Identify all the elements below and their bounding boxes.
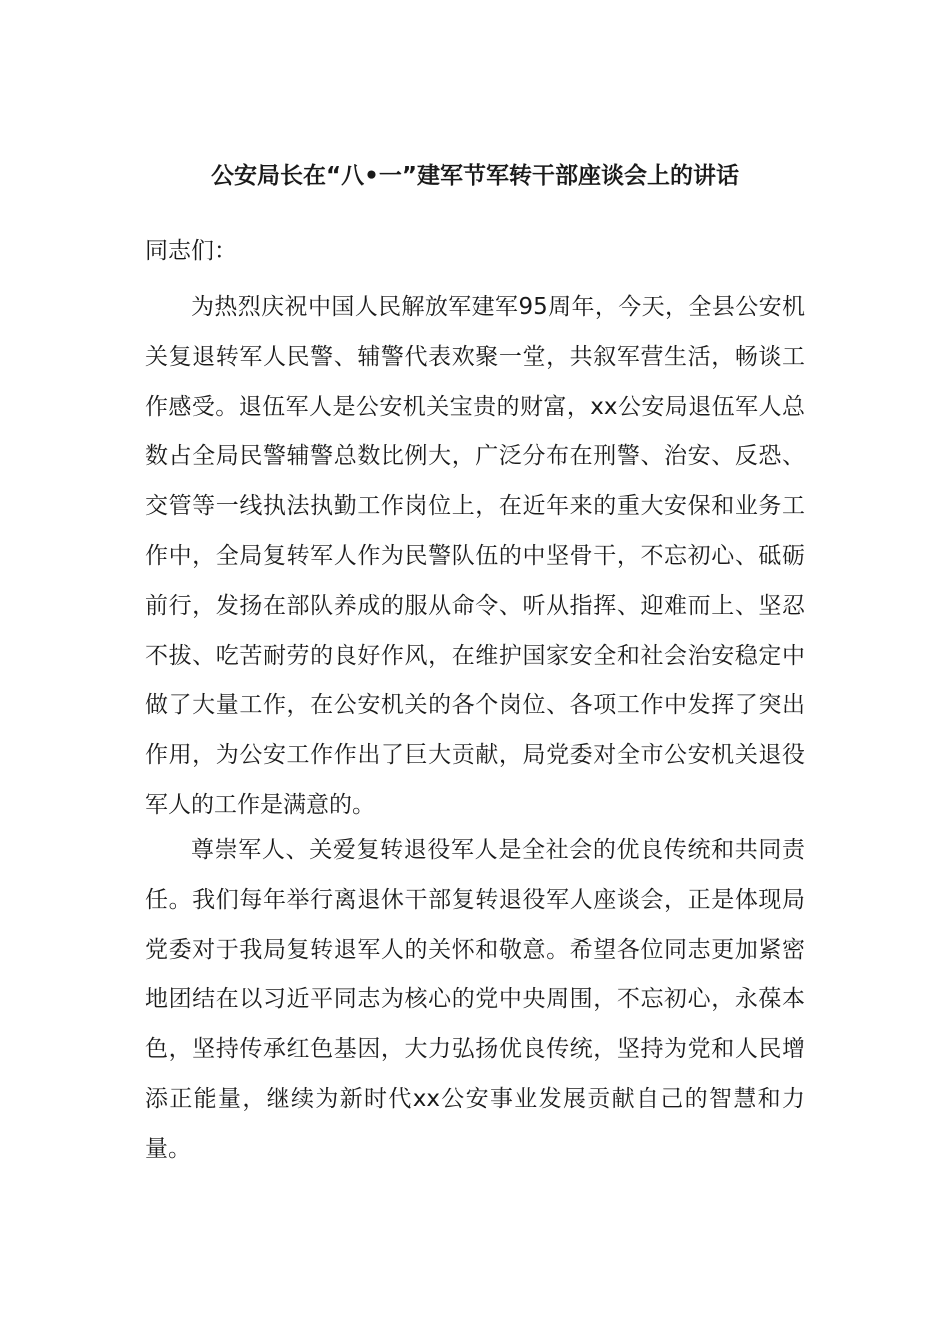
document-title: 公安局长在“八•一”建军节军转干部座谈会上的讲话 xyxy=(211,163,739,189)
body-paragraph-2: 尊崇军人、关爱复转退役军人是全社会的优良传统和共同责任。我们每年举行离退休干部复转退役军人座谈会，正是体现局党委对于我局复转退军人的关怀和敬意。希望各位同志更加紧密地团结在以习近平同志为核心的党中央周围，不忘初心，永葆本色，坚持传承红色基因，大力弘扬优良传统，坚持为党和人民增添正能量，继续为新时代xx公安事业发展贡献自己的智慧和力量。 xyxy=(145,837,805,1162)
body-paragraph-1: 为热烈庆祝中国人民解放军建军95周年，今天，全县公安机关复退转军人民警、辅警代表欢聚一堂，共叙军营生活，畅谈工作感受。退伍军人是公安机关宝贵的财富，xx公安局退伍军人总数占全局民警辅警总数比例大，广泛分布在刑警、治安、反恐、交管等一线执法执勤工作岗位上，在近年来的重大安保和业务工作中，全局复转军人作为民警队伍的中坚骨干，不忘初心、砥砺前行，发扬在部队养成的服从命令、听从指挥、迎难而上、坚忍不拔、吃苦耐劳的良好作风，在维护国家安全和社会治安稳定中做了大量工作，在公安机关的各个岗位、各项工作中发挥了突出作用，为公安工作作出了巨大贡献，局党委对全市公安机关退役军人的工作是满意的。 xyxy=(145,294,805,818)
salutation: 同志们： xyxy=(145,238,237,264)
